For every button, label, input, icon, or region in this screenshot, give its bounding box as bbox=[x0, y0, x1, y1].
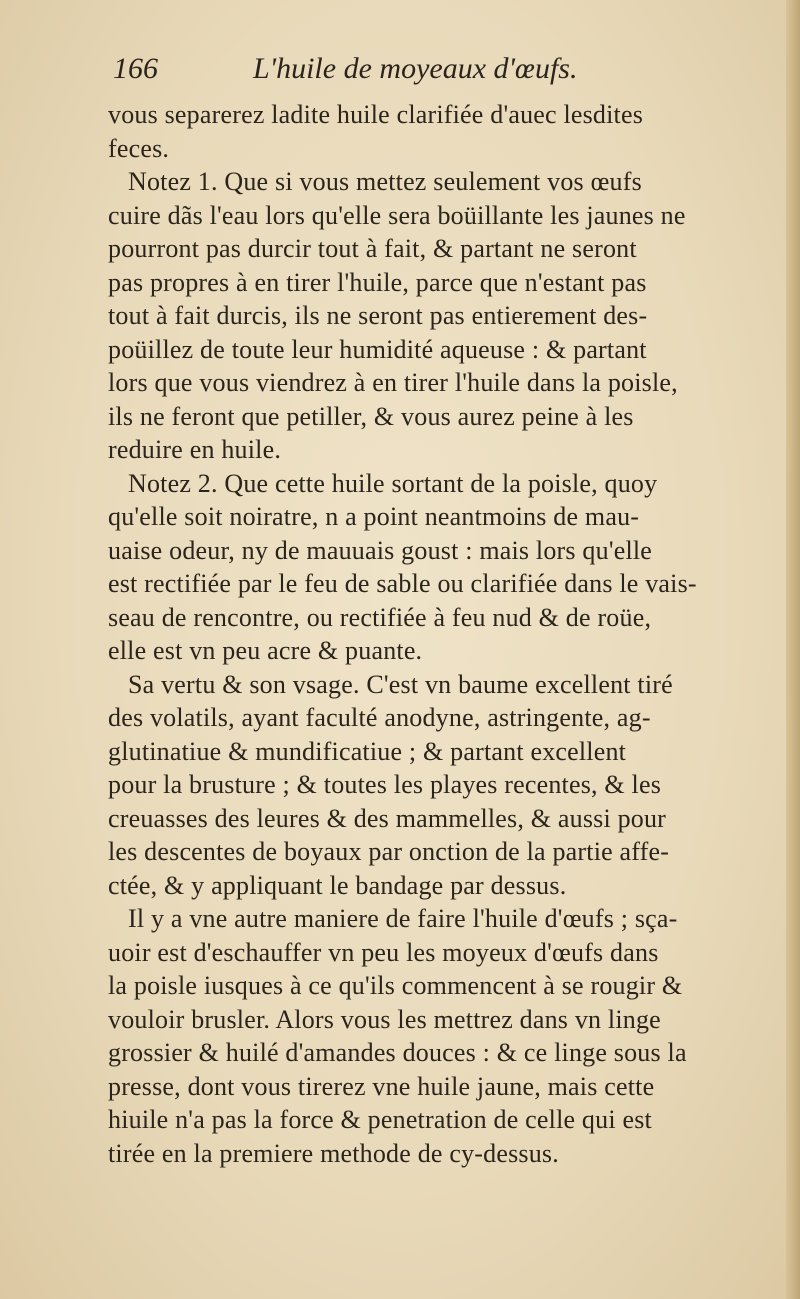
text-line: pourront pas durcir tout à fait, & partant ne seront bbox=[108, 234, 637, 263]
text-line: tout à fait durcis, ils ne seront pas entierement des- bbox=[108, 301, 648, 330]
text-line: qu'elle soit noiratre, n a point neantmoins de mau- bbox=[108, 502, 640, 531]
text-line: vous separerez ladite huile clarifiée d'auec lesdites bbox=[108, 100, 644, 129]
text-line: ils ne feront que petiller, & vous aurez peine à les bbox=[108, 401, 634, 431]
text-line: grossier & huilé d'amandes douces : & ce linge sous la bbox=[108, 1038, 687, 1067]
text-line: glutinatiue & mundificatiue ; & partant excellent bbox=[108, 736, 627, 766]
text-line: vouloir brusler. Alors vous les mettrez dans vn linge bbox=[108, 1004, 661, 1034]
text-line: uoir est d'eschauffer vn peu les moyeux d'œufs dans bbox=[108, 937, 659, 967]
text-line: des volatils, ayant faculté anodyne, astringente, ag- bbox=[108, 703, 651, 732]
text-line: la poisle iusques à ce qu'ils commencent à se rougir & bbox=[108, 971, 683, 1000]
text-line: est rectifiée par le feu de sable ou clarifiée dans le vais- bbox=[108, 569, 697, 598]
page-header bbox=[113, 52, 673, 96]
text-line: creuasses des leures & des mammelles, & aussi pour bbox=[108, 803, 667, 833]
body-text bbox=[108, 98, 773, 1170]
text-line: reduire en huile. bbox=[108, 435, 282, 464]
text-line: lors que vous viendrez à en tirer l'huile dans la poisle, bbox=[108, 368, 678, 397]
text-line: feces. bbox=[108, 133, 170, 163]
text-line: presse, dont vous tirerez vne huile jaune, mais cette bbox=[108, 1071, 655, 1101]
text-line: hiuile n'a pas la force & penetration de celle qui est bbox=[108, 1105, 652, 1134]
text-line: pour la brusture ; & toutes les playes recentes, & les bbox=[108, 770, 662, 799]
text-line: Il y a vne autre maniere de faire l'huile d'œufs ; sça- bbox=[128, 904, 678, 933]
text-line: cuire dãs l'eau lors qu'elle sera boüillante les jaunes ne bbox=[108, 200, 686, 230]
text-line: elle est vn peu acre & puante. bbox=[108, 636, 423, 665]
text-line: uaise odeur, ny de mauuais goust : mais lors qu'elle bbox=[108, 535, 653, 565]
text-line: tirée en la premiere methode de cy-dessus. bbox=[108, 1138, 559, 1168]
page-number: 166 bbox=[113, 52, 158, 85]
text-line: pas propres à en tirer l'huile, parce que n'estant pas bbox=[108, 267, 647, 297]
page-edge bbox=[786, 0, 800, 1299]
text-line: les descentes de boyaux par onction de la partie affe- bbox=[108, 837, 670, 866]
text-line: Notez 2. Que cette huile sortant de la poisle, quoy bbox=[128, 468, 658, 498]
text-line: Sa vertu & son vsage. C'est vn baume excellent tiré bbox=[128, 669, 673, 699]
text-line: ctée, & y appliquant le bandage par dessus. bbox=[108, 870, 567, 900]
text-line: poüillez de toute leur humidité aqueuse : & partant bbox=[108, 334, 647, 364]
text-line: Notez 1. Que si vous mettez seulement vos œufs bbox=[128, 167, 642, 196]
running-title: L'huile de moyeaux d'œufs. bbox=[253, 52, 578, 85]
text-line: seau de rencontre, ou rectifiée à feu nud & de roüe, bbox=[108, 602, 652, 632]
